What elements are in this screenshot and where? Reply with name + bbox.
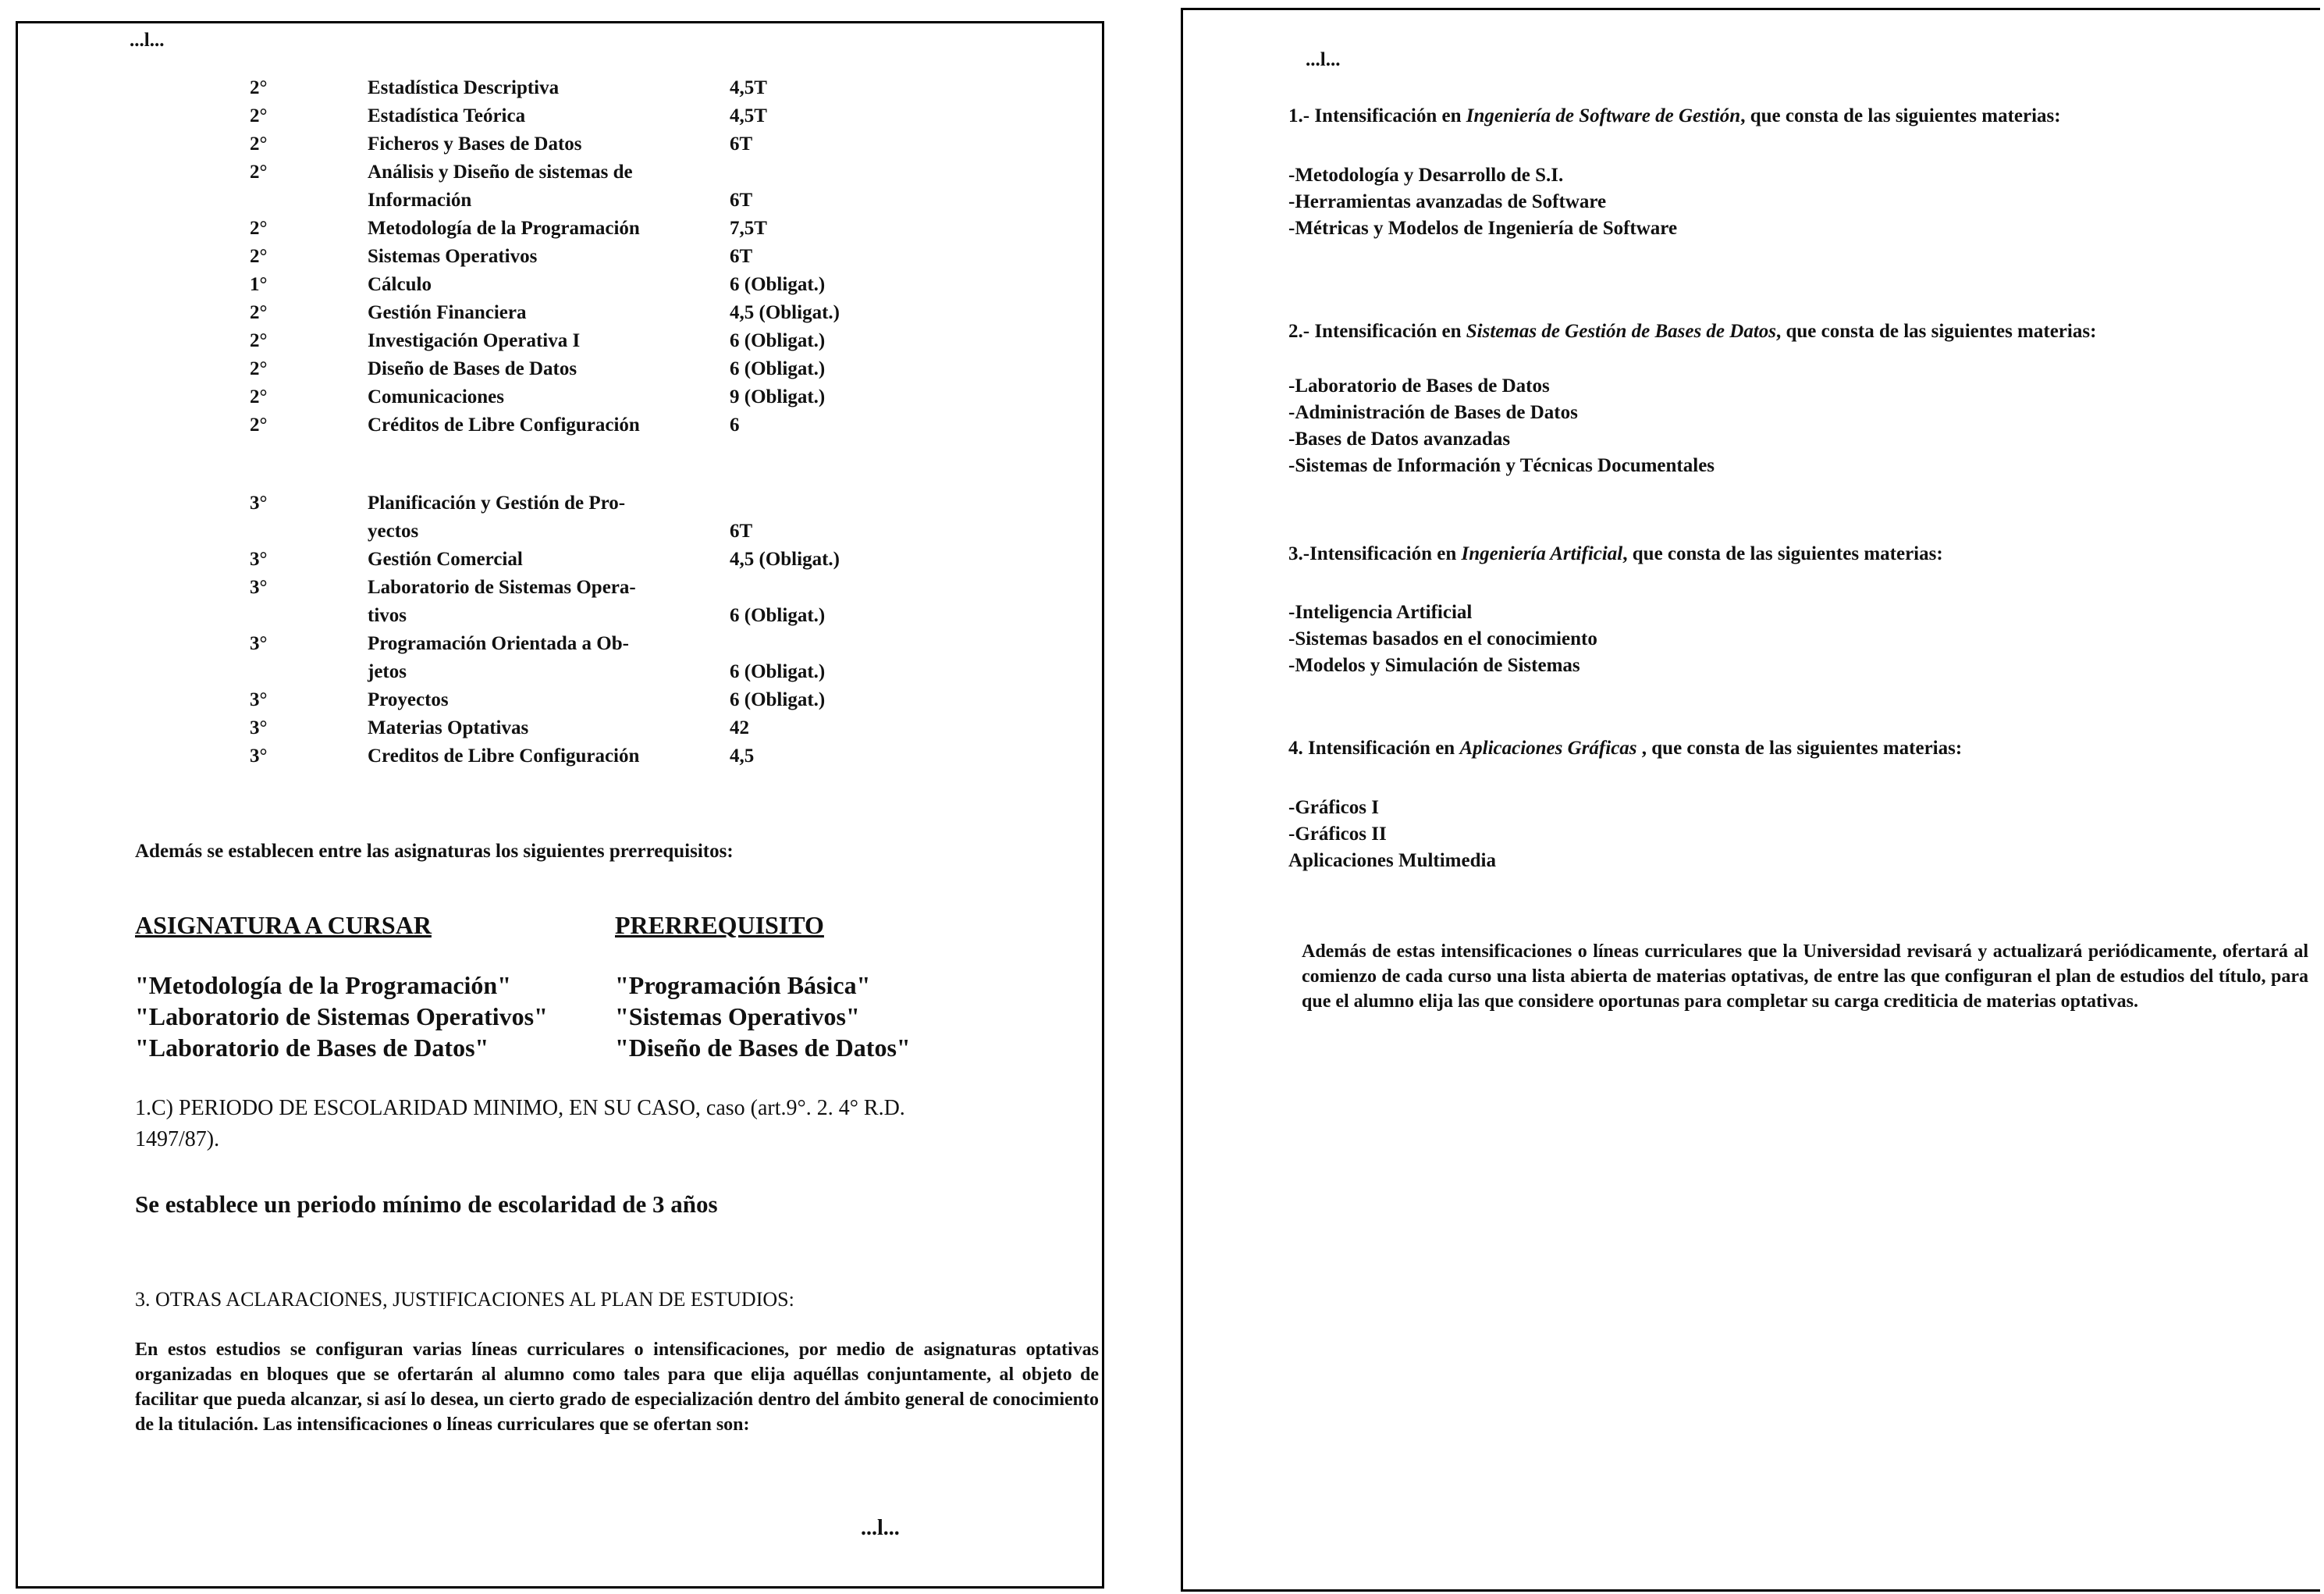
subject-course: 1° — [250, 274, 268, 295]
subject-course: 2° — [250, 162, 268, 183]
intensification-1-item-2: -Herramientas avanzadas de Software — [1288, 191, 1607, 212]
subject-course: 3° — [250, 689, 268, 710]
intensification-1-item-3: -Métricas y Modelos de Ingeniería de Software — [1288, 218, 1678, 239]
intensification-3-heading: 3.-Intensificación en Ingeniería Artificial, que consta de las siguientes materias: — [1288, 543, 1943, 564]
subject-row — [18, 102, 1032, 130]
subject-credits: 9 (Obligat.) — [730, 386, 826, 407]
subject-name: jetos — [368, 661, 407, 682]
subject-row — [18, 602, 1032, 630]
intensification-1-heading: 1.- Intensificación en Ingeniería de Software de Gestión, que consta de las siguientes materias: — [1288, 105, 2061, 126]
intensification-4-heading: 4. Intensificación en Aplicaciones Gráficas , que consta de las siguientes materias: — [1288, 738, 1963, 759]
subject-row — [18, 411, 1032, 439]
subject-name: Creditos de Libre Configuración — [368, 745, 640, 767]
section-1c-heading-line2: 1497/87). — [135, 1127, 220, 1151]
subject-course: 2° — [250, 105, 268, 126]
subject-name: Información — [368, 190, 472, 211]
intensification-4-item-2: -Gráficos II — [1288, 824, 1387, 845]
subject-row — [18, 187, 1032, 215]
continuation-mark-top-right: ...l... — [1306, 49, 1341, 70]
subject-row — [18, 630, 1032, 658]
subject-course: 2° — [250, 415, 268, 436]
subject-name: yectos — [368, 521, 419, 542]
subject-row — [18, 355, 1032, 383]
subject-course: 3° — [250, 633, 268, 654]
subject-course: 3° — [250, 549, 268, 570]
subject-course: 2° — [250, 386, 268, 407]
subject-name: Gestión Comercial — [368, 549, 523, 570]
subject-row — [18, 489, 1032, 518]
intensification-3-item-1: -Inteligencia Artificial — [1288, 602, 1473, 623]
right-page — [1181, 8, 2320, 1592]
subject-row — [18, 383, 1032, 411]
subject-course: 2° — [250, 358, 268, 379]
subject-course: 2° — [250, 302, 268, 323]
subject-row — [18, 714, 1032, 742]
subject-name: Planificación y Gestión de Pro- — [368, 493, 626, 514]
subject-credits: 6 — [730, 415, 740, 436]
subject-course: 2° — [250, 330, 268, 351]
prereq-header-prerequisite: PRERREQUISITO — [615, 911, 824, 939]
subject-row — [18, 327, 1032, 355]
subject-name: Estadística Teórica — [368, 105, 526, 126]
subject-name: Comunicaciones — [368, 386, 504, 407]
subject-name: Materias Optativas — [368, 717, 529, 738]
prereq-row-1-subject: "Metodología de la Programación" — [135, 971, 511, 999]
subject-course: 3° — [250, 745, 268, 767]
subject-credits: 42 — [730, 717, 749, 738]
intensification-1-item-1: -Metodología y Desarrollo de S.I. — [1288, 165, 1564, 186]
subject-course: 3° — [250, 493, 268, 514]
subject-credits: 6 (Obligat.) — [730, 358, 826, 379]
subject-credits: 6 (Obligat.) — [730, 661, 826, 682]
section-1c-heading-line1: 1.C) PERIODO DE ESCOLARIDAD MINIMO, EN SU CASO, caso (art.9°. 2. 4° R.D. — [135, 1096, 905, 1120]
subject-course: 2° — [250, 246, 268, 267]
intensification-2-item-3: -Bases de Datos avanzadas — [1288, 429, 1511, 450]
subject-credits: 6 (Obligat.) — [730, 330, 826, 351]
subject-name: Sistemas Operativos — [368, 246, 538, 267]
subject-credits: 6T — [730, 190, 753, 211]
subject-name: Ficheros y Bases de Datos — [368, 133, 582, 155]
subject-name: Estadística Descriptiva — [368, 77, 560, 98]
section-3-paragraph: En estos estudios se configuran varias líneas curriculares o intensificaciones, por medio de asignaturas optativas organizadas en bloques que se ofertarán al alumno como tales para que elija aquéllas conjuntamente, al objeto de facilitar que pueda alcanzar, si así lo desea, un cierto grado de especialización dentro del ámbito general de conocimiento de la titulación. Las intensificaciones o líneas curriculares que se ofertan son: — [135, 1340, 1099, 1435]
subject-credits: 7,5T — [730, 218, 767, 239]
subject-credits: 6T — [730, 246, 753, 267]
prereq-row-1-prereq: "Programación Básica" — [615, 971, 871, 999]
subject-credits: 6T — [730, 521, 753, 542]
intensification-2-item-1: -Laboratorio de Bases de Datos — [1288, 375, 1550, 397]
subject-credits: 4,5 (Obligat.) — [730, 302, 840, 323]
closing-paragraph: Además de estas intensificaciones o líneas curriculares que la Universidad revisará y actualizará periódicamente, ofertará al comienzo de cada curso una lista abierta de materias optativas, de entre las que configuran el plan de estudios del título, para que el alumno elija las que considere oportunas para completar su carga crediticia de materias optativas. — [1302, 941, 2308, 1012]
subject-name: Investigación Operativa I — [368, 330, 581, 351]
prereq-intro: Además se establecen entre las asignaturas los siguientes prerrequisitos: — [135, 841, 734, 862]
subject-credits: 6 (Obligat.) — [730, 605, 826, 626]
subject-credits: 4,5 — [730, 745, 755, 767]
subject-row — [18, 299, 1032, 327]
subject-name: Créditos de Libre Configuración — [368, 415, 640, 436]
intensification-4-item-3: Aplicaciones Multimedia — [1288, 850, 1496, 871]
subject-row — [18, 546, 1032, 574]
intensification-3-item-3: -Modelos y Simulación de Sistemas — [1288, 655, 1580, 676]
subject-credits: 6T — [730, 133, 753, 155]
intensification-4-item-1: -Gráficos I — [1288, 797, 1379, 818]
subject-row — [18, 158, 1032, 187]
subject-row — [18, 215, 1032, 243]
subject-credits: 4,5T — [730, 105, 767, 126]
subject-name: tivos — [368, 605, 407, 626]
subject-name: Cálculo — [368, 274, 432, 295]
subject-row — [18, 130, 1032, 158]
subject-course: 2° — [250, 133, 268, 155]
subject-name: Laboratorio de Sistemas Opera- — [368, 577, 636, 598]
subject-row — [18, 518, 1032, 546]
subject-row — [18, 742, 1032, 770]
subject-row — [18, 658, 1032, 686]
subject-name: Gestión Financiera — [368, 302, 527, 323]
subject-row — [18, 271, 1032, 299]
subject-row — [18, 74, 1032, 102]
subject-name: Metodología de la Programación — [368, 218, 640, 239]
subject-course: 2° — [250, 218, 268, 239]
subject-name: Programación Orientada a Ob- — [368, 633, 629, 654]
subject-row — [18, 243, 1032, 271]
section-3-heading: 3. OTRAS ACLARACIONES, JUSTIFICACIONES AL PLAN DE ESTUDIOS: — [135, 1288, 794, 1311]
subject-name: Análisis y Diseño de sistemas de — [368, 162, 633, 183]
subject-row — [18, 686, 1032, 714]
prereq-row-2-subject: "Laboratorio de Sistemas Operativos" — [135, 1002, 548, 1030]
subject-course: 3° — [250, 717, 268, 738]
subject-credits: 6 (Obligat.) — [730, 274, 826, 295]
subject-course: 3° — [250, 577, 268, 598]
subject-name: Proyectos — [368, 689, 449, 710]
subject-row — [18, 574, 1032, 602]
prereq-row-2-prereq: "Sistemas Operativos" — [615, 1002, 860, 1030]
intensification-2-item-2: -Administración de Bases de Datos — [1288, 402, 1578, 423]
continuation-mark-top: ...l... — [130, 30, 165, 51]
intensification-2-item-4: -Sistemas de Información y Técnicas Documentales — [1288, 455, 1715, 476]
prereq-row-3-subject: "Laboratorio de Bases de Datos" — [135, 1034, 489, 1062]
intensification-2-heading: 2.- Intensificación en Sistemas de Gestión de Bases de Datos, que consta de las siguientes materias: — [1288, 321, 2097, 342]
left-page — [16, 21, 1104, 1589]
subject-credits: 6 (Obligat.) — [730, 689, 826, 710]
subject-course: 2° — [250, 77, 268, 98]
min-period-statement: Se establece un periodo mínimo de escolaridad de 3 años — [135, 1190, 718, 1218]
prereq-row-3-prereq: "Diseño de Bases de Datos" — [615, 1034, 911, 1062]
continuation-mark-bottom: ...l... — [861, 1516, 900, 1540]
subject-credits: 4,5T — [730, 77, 767, 98]
subject-credits: 4,5 (Obligat.) — [730, 549, 840, 570]
subject-name: Diseño de Bases de Datos — [368, 358, 577, 379]
prereq-header-subject: ASIGNATURA A CURSAR — [135, 911, 432, 939]
intensification-3-item-2: -Sistemas basados en el conocimiento — [1288, 628, 1597, 649]
